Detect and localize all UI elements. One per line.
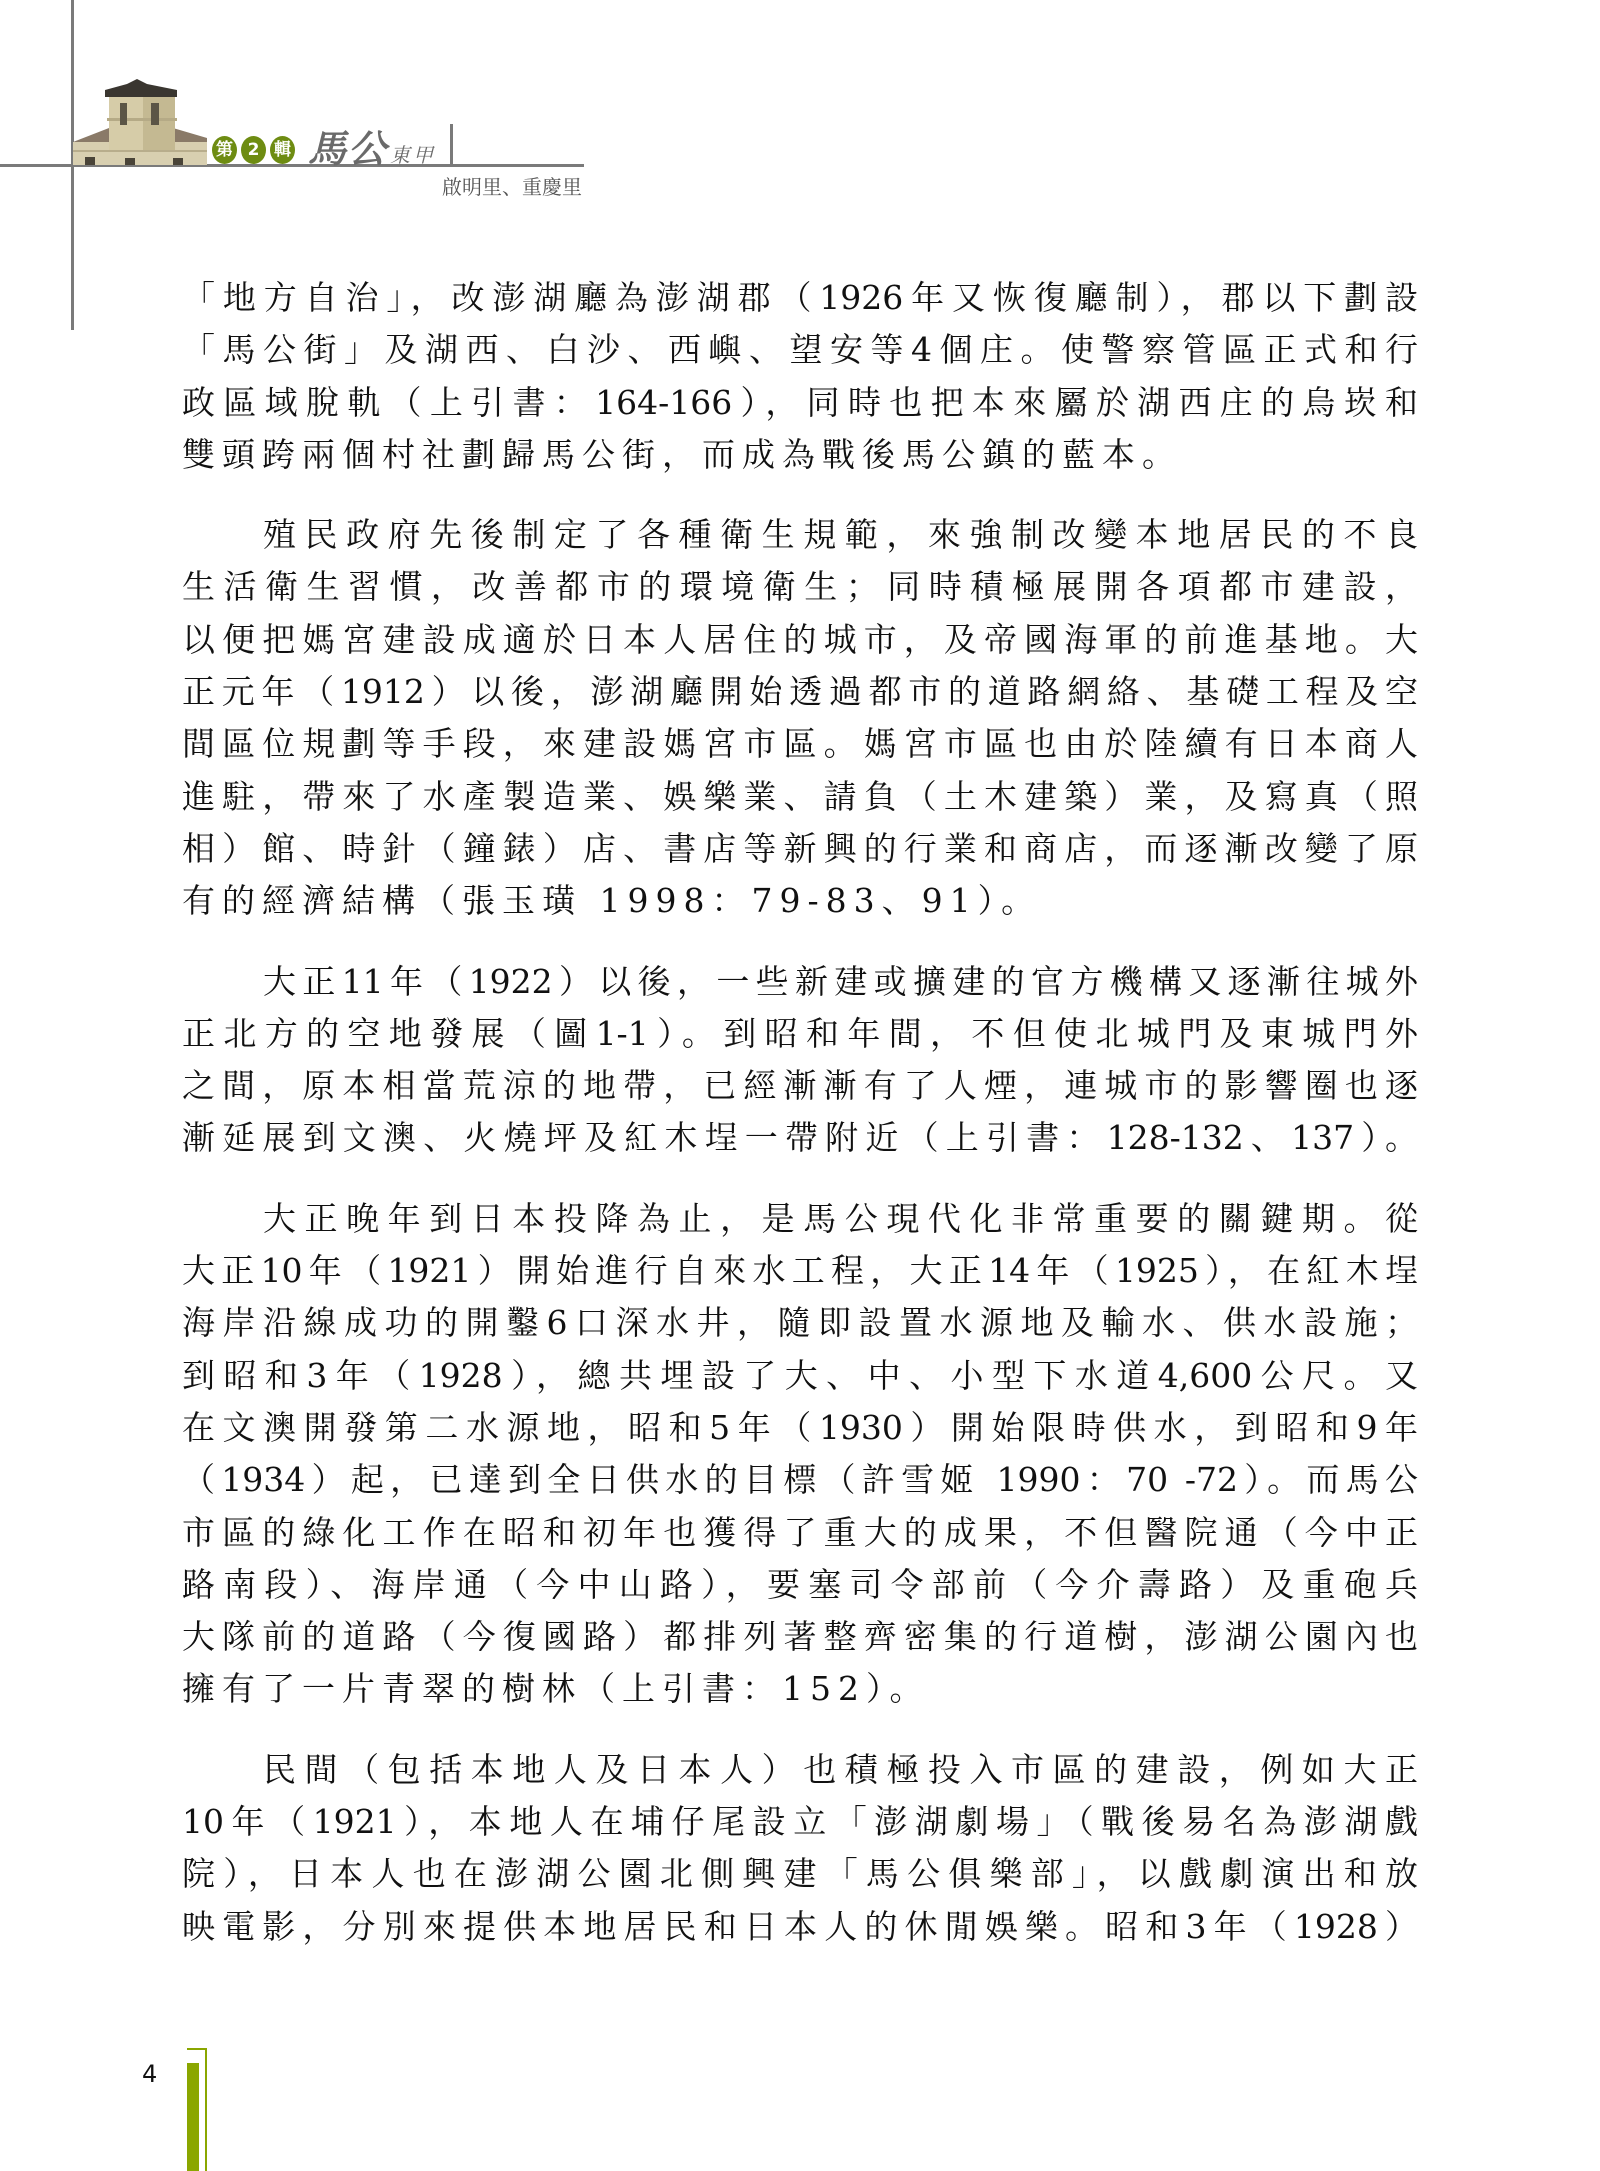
paragraph (182, 956, 1418, 1165)
building-tower-roof (105, 79, 177, 97)
chapter-subtitle: 啟明里、重慶里 (442, 175, 582, 199)
text-line: 正元年（1912）以後，澎湖廳開始透過都市的道路網絡、基礎工程及空 (182, 672, 1418, 712)
paragraph (182, 509, 1418, 927)
text-line: 進駐，帶來了水產製造業、娛樂業、請負（土木建築）業，及寫真（照 (182, 776, 1418, 816)
footer-green-bar (187, 2063, 199, 2171)
text-line: 市區的綠化工作在昭和初年也獲得了重大的成果，不但醫院通（今中正 (182, 1512, 1418, 1552)
text-line: 政區域脫軌（上引書：164-166），同時也把本來屬於湖西庄的烏崁和 (182, 382, 1418, 422)
text-line: 有的經濟結構（張玉璜 1998：79-83、91）。 (182, 881, 1042, 921)
text-line: 之間，原本相當荒涼的地帶，已經漸漸有了人煙，連城市的影響圈也逐 (182, 1066, 1418, 1106)
body-text (182, 272, 1418, 1981)
footer-bar-outline (187, 2048, 207, 2050)
series-title-main: 馬公 (308, 126, 389, 171)
text-line: 相）館、時針（鐘錶）店、書店等新興的行業和商店，而逐漸改變了原 (182, 828, 1418, 868)
page-number: 4 (142, 2060, 158, 2088)
text-line: 大隊前的道路（今復國路）都排列著整齊密集的行道樹，澎湖公園內也 (182, 1617, 1418, 1657)
text-line: 海岸沿線成功的開鑿6口深水井，隨即設置水源地及輸水、供水設施； (182, 1303, 1418, 1343)
text-line: 大正11年（1922）以後，一些新建或擴建的官方機構又逐漸往城外 (263, 961, 1418, 1001)
building-window (151, 103, 159, 125)
text-line: 以便把媽宮建設成適於日本人居住的城市，及帝國海軍的前進基地。大 (182, 619, 1418, 659)
series-title-sub: 東甲 (390, 143, 437, 167)
text-line: 正北方的空地發展（圖1-1）。到昭和年間，不但使北城門及東城門外 (182, 1013, 1418, 1053)
text-line: 「地方自治」，改澎湖廳為澎湖郡（1926年又恢復廳制），郡以下劃設 (182, 278, 1418, 317)
text-line: 大正10年（1921）開始進行自來水工程，大正14年（1925），在紅木埕 (182, 1251, 1418, 1291)
text-line: 殖民政府先後制定了各種衛生規範，來強制改變本地居民的不良 (263, 515, 1418, 555)
text-line: 擁有了一片青翠的樹林（上引書：152）。 (182, 1669, 930, 1709)
text-line: 雙頭跨兩個村社劃歸馬公街，而成為戰後馬公鎮的藍本。 (182, 434, 1182, 474)
text-line: 映電影，分別來提供本地居民和日本人的休閒娛樂。昭和3年（1928） (182, 1906, 1418, 1946)
building-illustration (73, 76, 207, 165)
series-badge: 第 (212, 136, 237, 164)
footer-bar-outline (205, 2048, 207, 2171)
paragraph (182, 1193, 1418, 1716)
text-line: 間區位規劃等手段，來建設媽宮市區。媽宮市區也由於陸續有日本商人 (182, 724, 1418, 764)
text-line: （1934）起，已達到全日供水的目標（許雪姬 1990：70 -72）。而馬公 (182, 1460, 1418, 1500)
header-title-divider (450, 124, 453, 165)
series-badge: 輯 (270, 136, 295, 164)
text-line: 「馬公街」及湖西、白沙、西嶼、望安等4個庄。使警察管區正式和行 (182, 330, 1418, 370)
series-title (308, 118, 436, 173)
paragraph (182, 1744, 1418, 1953)
text-line: 生活衛生習慣，改善都市的環境衛生；同時積極展開各項都市建設， (182, 567, 1418, 607)
text-line: 漸延展到文澳、火燒坪及紅木埕一帶附近（上引書：128-132、137）。 (182, 1118, 1418, 1158)
series-badges (212, 136, 295, 164)
text-line: 到昭和3年（1928），總共埋設了大、中、小型下水道4,600公尺。又 (182, 1355, 1418, 1395)
text-line: 大正晚年到日本投降為止，是馬公現代化非常重要的關鍵期。從 (263, 1198, 1418, 1238)
text-line: 路南段）、海岸通（今中山路），要塞司令部前（今介壽路）及重砲兵 (182, 1564, 1418, 1604)
text-line: 院），日本人也在澎湖公園北側興建「馬公俱樂部」，以戲劇演出和放 (182, 1854, 1418, 1894)
building-window (120, 103, 127, 125)
series-badge-number: 2 (241, 136, 266, 164)
paragraph (182, 272, 1418, 481)
text-line: 10年（1921），本地人在埔仔尾設立「澎湖劇場」（戰後易名為澎湖戲 (182, 1802, 1418, 1842)
text-line: 在文澳開發第二水源地，昭和5年（1930）開始限時供水，到昭和9年 (182, 1407, 1418, 1447)
text-line: 民間（包括本地人及日本人）也積極投入市區的建設，例如大正 (263, 1749, 1418, 1789)
